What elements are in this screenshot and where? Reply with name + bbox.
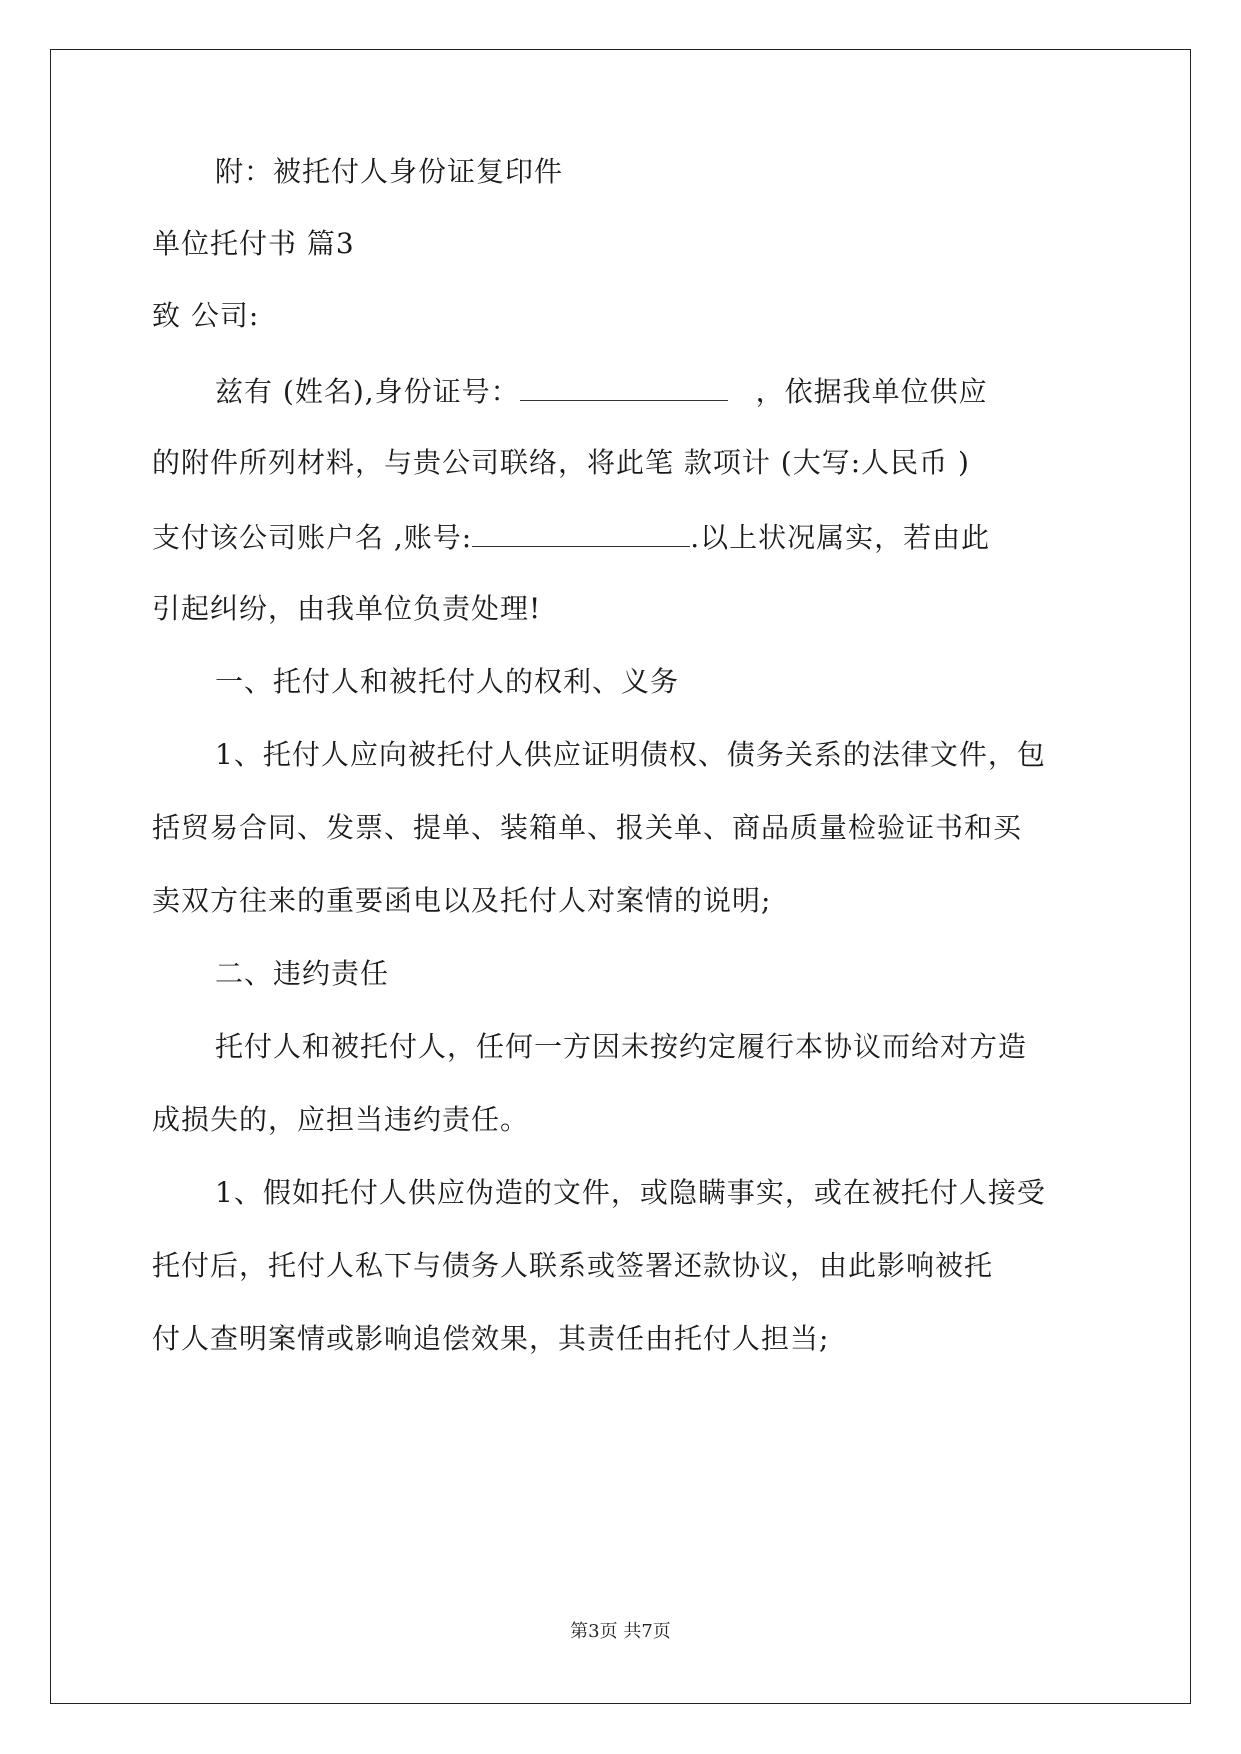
clause-heading-1: 一、托付人和被托付人的权利、义务 [215, 665, 680, 698]
body-line-3 [152, 518, 990, 556]
clause-1-line-1: 1、托付人应向被托付人供应证明债权、债务关系的法律文件，包 [215, 738, 1046, 771]
body-line-2: 的附件所列材料，与贵公司联络，将此笔 款项计 (大写:人民币 ) [152, 446, 970, 479]
clause-2-line-2: 成损失的，应担当违约责任。 [152, 1103, 530, 1136]
clause-2-1-line-1: 1、假如托付人供应伪造的文件，或隐瞒事实，或在被托付人接受 [215, 1176, 1046, 1209]
clause-2-1-line-2: 托付后，托付人私下与债务人联系或签署还款协议，由此影响被托 [152, 1249, 994, 1282]
clause-heading-2: 二、违约责任 [215, 957, 390, 990]
salutation: 致 公司: [152, 299, 260, 332]
id-number-blank [520, 372, 728, 401]
clause-1-line-3: 卖双方往来的重要函电以及托付人对案情的说明; [152, 884, 772, 917]
body-line-1 [215, 372, 988, 410]
clause-1-line-2: 括贸易合同、发票、提单、装箱单、报关单、商品质量检验证书和买 [152, 811, 1023, 844]
section-heading: 单位托付书 篇3 [152, 227, 355, 260]
account-number-blank [472, 518, 690, 547]
body-line-1-tail: ，依据我单位供应 [755, 375, 988, 408]
clause-2-1-line-3: 付人查明案情或影响追偿效果，其责任由托付人担当; [152, 1322, 830, 1355]
body-line-3-tail: .以上状况属实，若由此 [690, 521, 991, 554]
body-line-1-text: 兹有 (姓名),身份证号： [215, 375, 520, 408]
body-line-3-text: 支付该公司账户名 ,账号: [152, 521, 473, 554]
page-number: 第3页 共7页 [570, 1621, 671, 1642]
clause-2-line-1: 托付人和被托付人，任何一方因未按约定履行本协议而给对方造 [215, 1030, 1028, 1063]
attachment-note: 附：被托付人身份证复印件 [215, 155, 564, 188]
body-line-4: 引起纠纷，由我单位负责处理! [152, 592, 542, 625]
